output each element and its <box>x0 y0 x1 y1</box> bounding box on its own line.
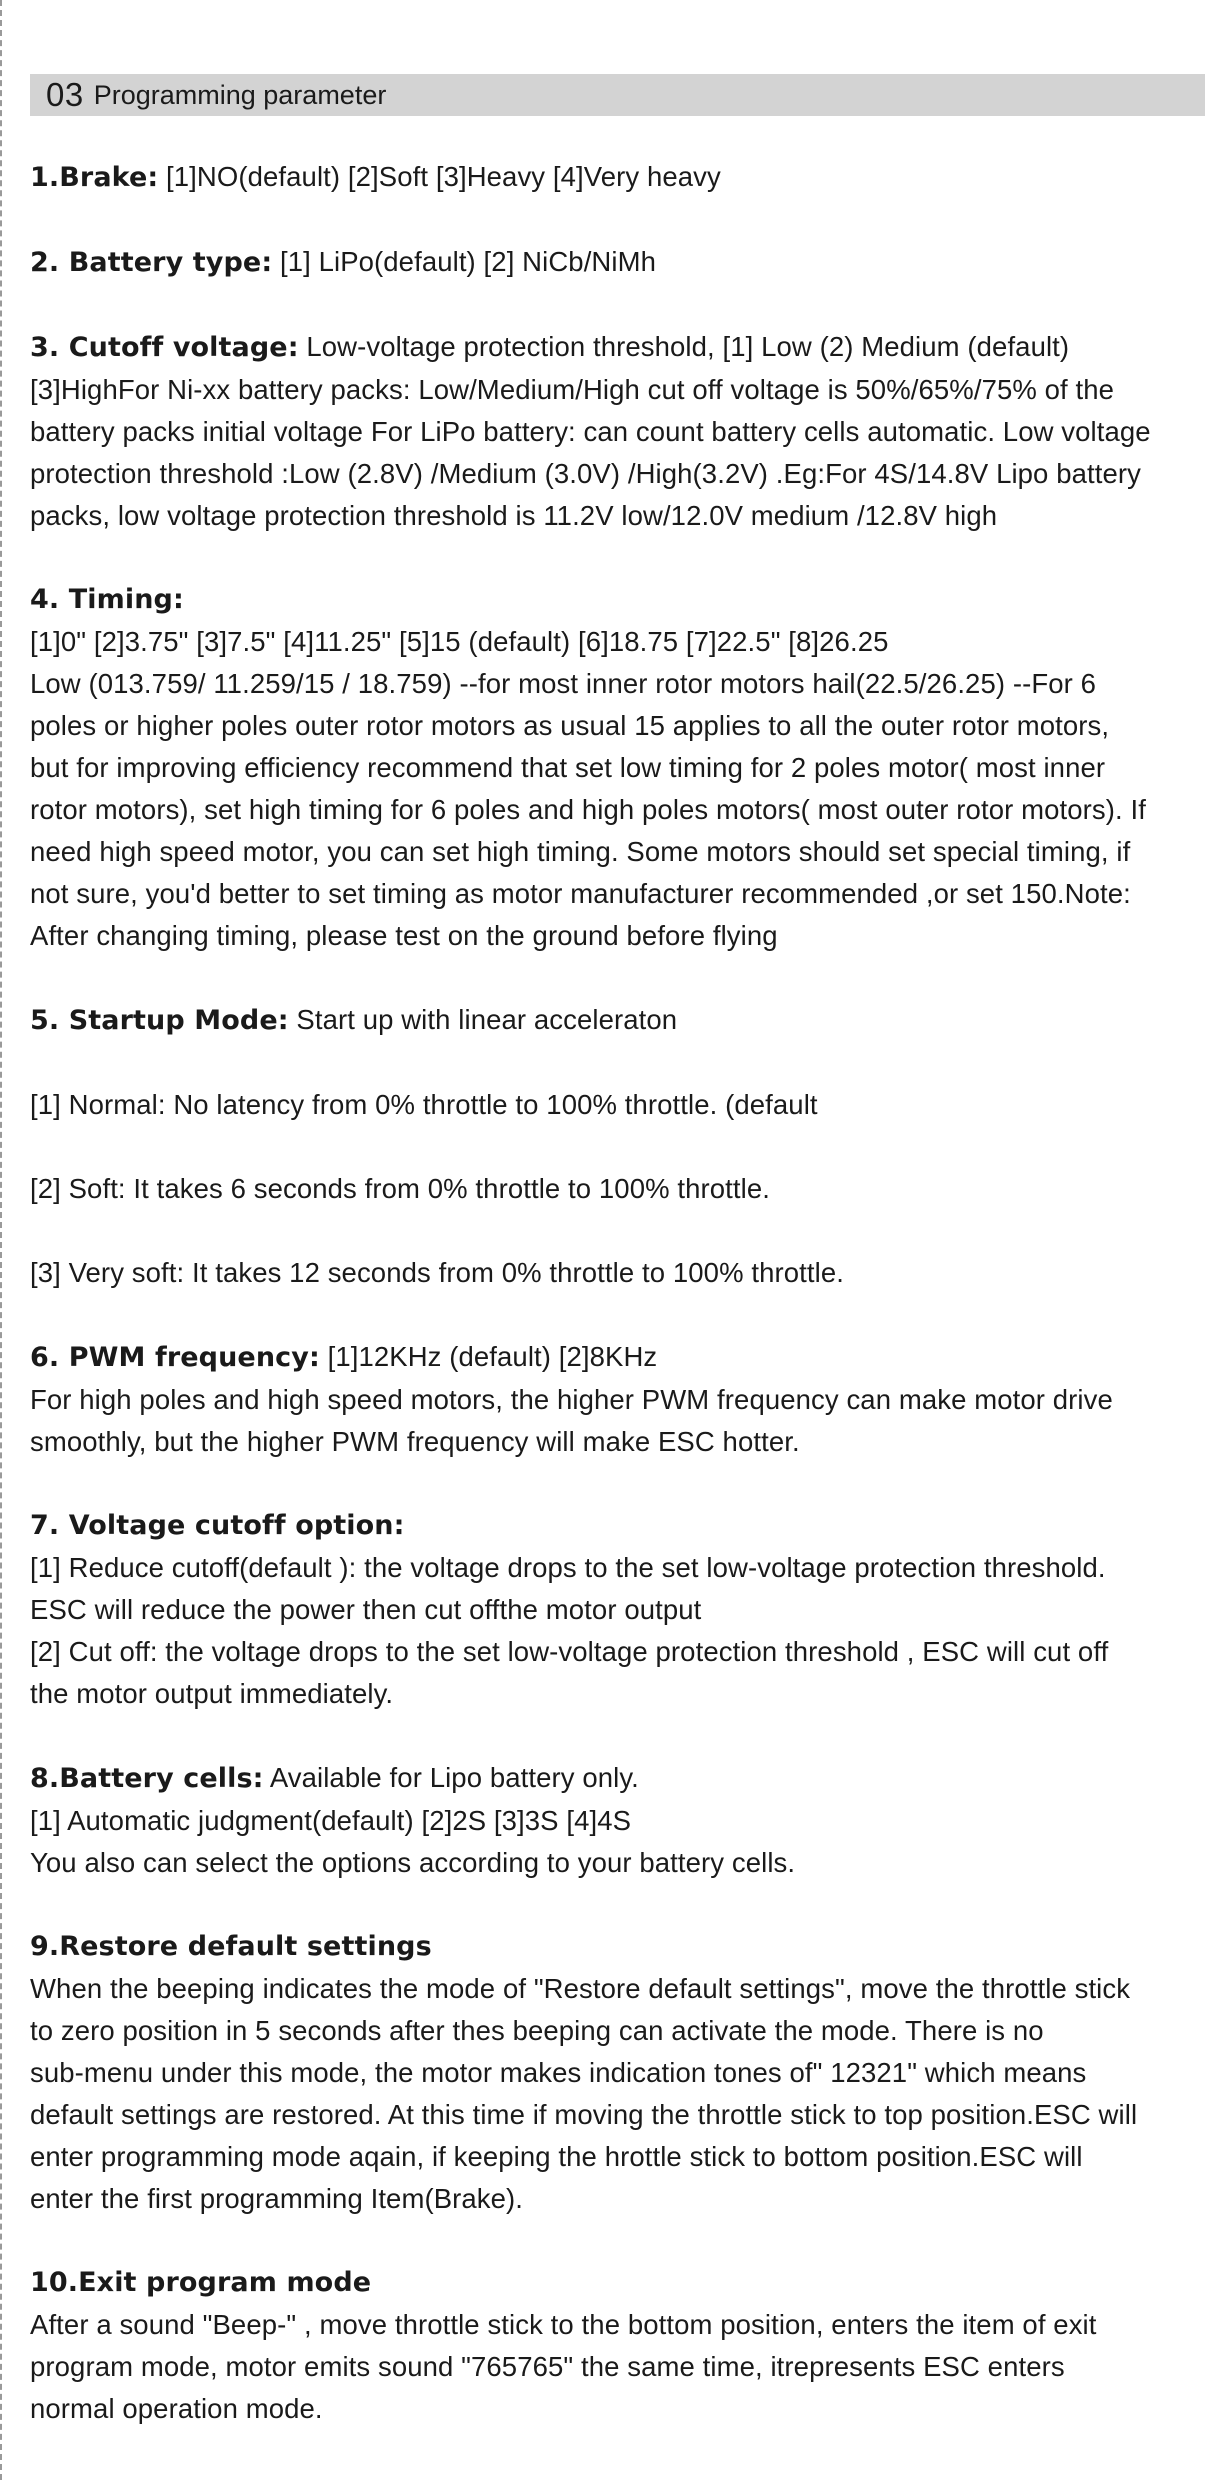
param-pwm-frequency <box>30 1336 1210 1463</box>
param-text: After a sound "Beep-" , move throttle stick to the bottom position, enters the item of exit <box>30 2309 1097 2340</box>
param-heading: 2. Battery type: <box>30 247 273 278</box>
param-heading: 9.Restore default settings <box>30 1931 432 1962</box>
param-cutoff-voltage <box>30 326 1210 537</box>
param-heading: 5. Startup Mode: <box>30 1005 289 1036</box>
param-text: not sure, you'd better to set timing as motor manufacturer recommended ,or set 150.Note: <box>30 878 1131 909</box>
page-edge-dashed-rule <box>0 0 2 2480</box>
param-text: protection threshold :Low (2.8V) /Medium (3.0V) /High(3.2V) .Eg:For 4S/14.8V Lipo battery <box>30 458 1141 489</box>
param-text: [1] LiPo(default) [2] NiCb/NiMh <box>272 246 657 277</box>
param-text: [1] Reduce cutoff(default ): the voltage drops to the set low-voltage protection threshold. <box>30 1552 1106 1583</box>
param-heading: 1.Brake: <box>30 162 159 193</box>
param-heading: 10.Exit program mode <box>30 2267 372 2298</box>
section-number: 03 <box>46 76 84 113</box>
param-text: For high poles and high speed motors, the higher PWM frequency can make motor drive <box>30 1384 1113 1415</box>
param-text: [1]NO(default) [2]Soft [3]Heavy [4]Very heavy <box>158 161 721 192</box>
parameter-list <box>30 156 1210 2472</box>
param-restore-defaults <box>30 1926 1210 2220</box>
param-timing <box>30 579 1210 957</box>
param-exit-program-mode <box>30 2262 1210 2430</box>
param-voltage-cutoff-option <box>30 1505 1210 1715</box>
param-text: the motor output immediately. <box>30 1678 394 1709</box>
param-text: default settings are restored. At this time if moving the throttle stick to top position.ESC will <box>30 2099 1138 2130</box>
param-text: When the beeping indicates the mode of "Restore default settings", move the throttle stick <box>30 1973 1131 2004</box>
param-battery-type <box>30 241 1210 284</box>
param-heading: 3. Cutoff voltage: <box>30 332 299 363</box>
param-text: You also can select the options according to your battery cells. <box>30 1847 796 1878</box>
param-text: need high speed motor, you can set high timing. Some motors should set special timing, if <box>30 836 1131 867</box>
param-startup-mode <box>30 999 1210 1042</box>
param-text: normal operation mode. <box>30 2393 323 2424</box>
param-text: sub-menu under this mode, the motor makes indication tones of" 12321" which means <box>30 2057 1087 2088</box>
param-text: [3]HighFor Ni-xx battery packs: Low/Medium/High cut off voltage is 50%/65%/75% of the <box>30 374 1115 405</box>
param-text: Low-voltage protection threshold, [1] Low (2) Medium (default) <box>298 331 1070 362</box>
param-text: [1]12KHz (default) [2]8KHz <box>319 1341 658 1372</box>
param-heading: 8.Battery cells: <box>30 1763 264 1794</box>
param-text: poles or higher poles outer rotor motors as usual 15 applies to all the outer rotor motors, <box>30 710 1110 741</box>
param-text: Start up with linear acceleraton <box>288 1004 678 1035</box>
param-heading: 4. Timing: <box>30 584 184 615</box>
startup-option-normal <box>30 1084 1210 1126</box>
param-battery-cells <box>30 1757 1210 1884</box>
param-heading: 7. Voltage cutoff option: <box>30 1510 405 1541</box>
param-text: [2] Cut off: the voltage drops to the set low-voltage protection threshold , ESC will cut off <box>30 1636 1109 1667</box>
param-text: packs, low voltage protection threshold is 11.2V low/12.0V medium /12.8V high <box>30 500 998 531</box>
option-text: [2] Soft: It takes 6 seconds from 0% throttle to 100% throttle. <box>30 1173 771 1204</box>
startup-option-very-soft <box>30 1252 1210 1294</box>
param-brake <box>30 156 1210 199</box>
param-text: Low (013.759/ 11.259/15 / 18.759) --for most inner rotor motors hail(22.5/26.25) --For 6 <box>30 668 1097 699</box>
param-text: After changing timing, please test on the ground before flying <box>30 920 778 951</box>
param-text: smoothly, but the higher PWM frequency will make ESC hotter. <box>30 1426 800 1457</box>
param-text: program mode, motor emits sound "765765" the same time, itrepresents ESC enters <box>30 2351 1065 2382</box>
param-text: enter the first programming Item(Brake). <box>30 2183 524 2214</box>
startup-option-soft <box>30 1168 1210 1210</box>
param-text: battery packs initial voltage For LiPo battery: can count battery cells automatic. Low voltage <box>30 416 1151 447</box>
param-text: Available for Lipo battery only. <box>263 1762 639 1793</box>
param-text: enter programming mode aqain, if keeping the hrottle stick to bottom position.ESC will <box>30 2141 1083 2172</box>
param-text: but for improving efficiency recommend that set low timing for 2 poles motor( most inner <box>30 752 1106 783</box>
param-text: to zero position in 5 seconds after thes beeping can activate the mode. There is no <box>30 2015 1044 2046</box>
option-text: [1] Normal: No latency from 0% throttle to 100% throttle. (default <box>30 1089 818 1120</box>
section-title: Programming parameter <box>93 79 387 110</box>
param-text: [1] Automatic judgment(default) [2]2S [3]3S [4]4S <box>30 1805 632 1836</box>
param-heading: 6. PWM frequency: <box>30 1342 320 1373</box>
param-text: [1]0" [2]3.75" [3]7.5" [4]11.25" [5]15 (default) [6]18.75 [7]22.5" [8]26.25 <box>30 626 889 657</box>
param-text: rotor motors), set high timing for 6 poles and high poles motors( most outer rotor motors). If <box>30 794 1146 825</box>
param-text: ESC will reduce the power then cut offthe motor output <box>30 1594 702 1625</box>
section-header-bar <box>30 74 1205 116</box>
option-text: [3] Very soft: It takes 12 seconds from 0% throttle to 100% throttle. <box>30 1257 844 1288</box>
